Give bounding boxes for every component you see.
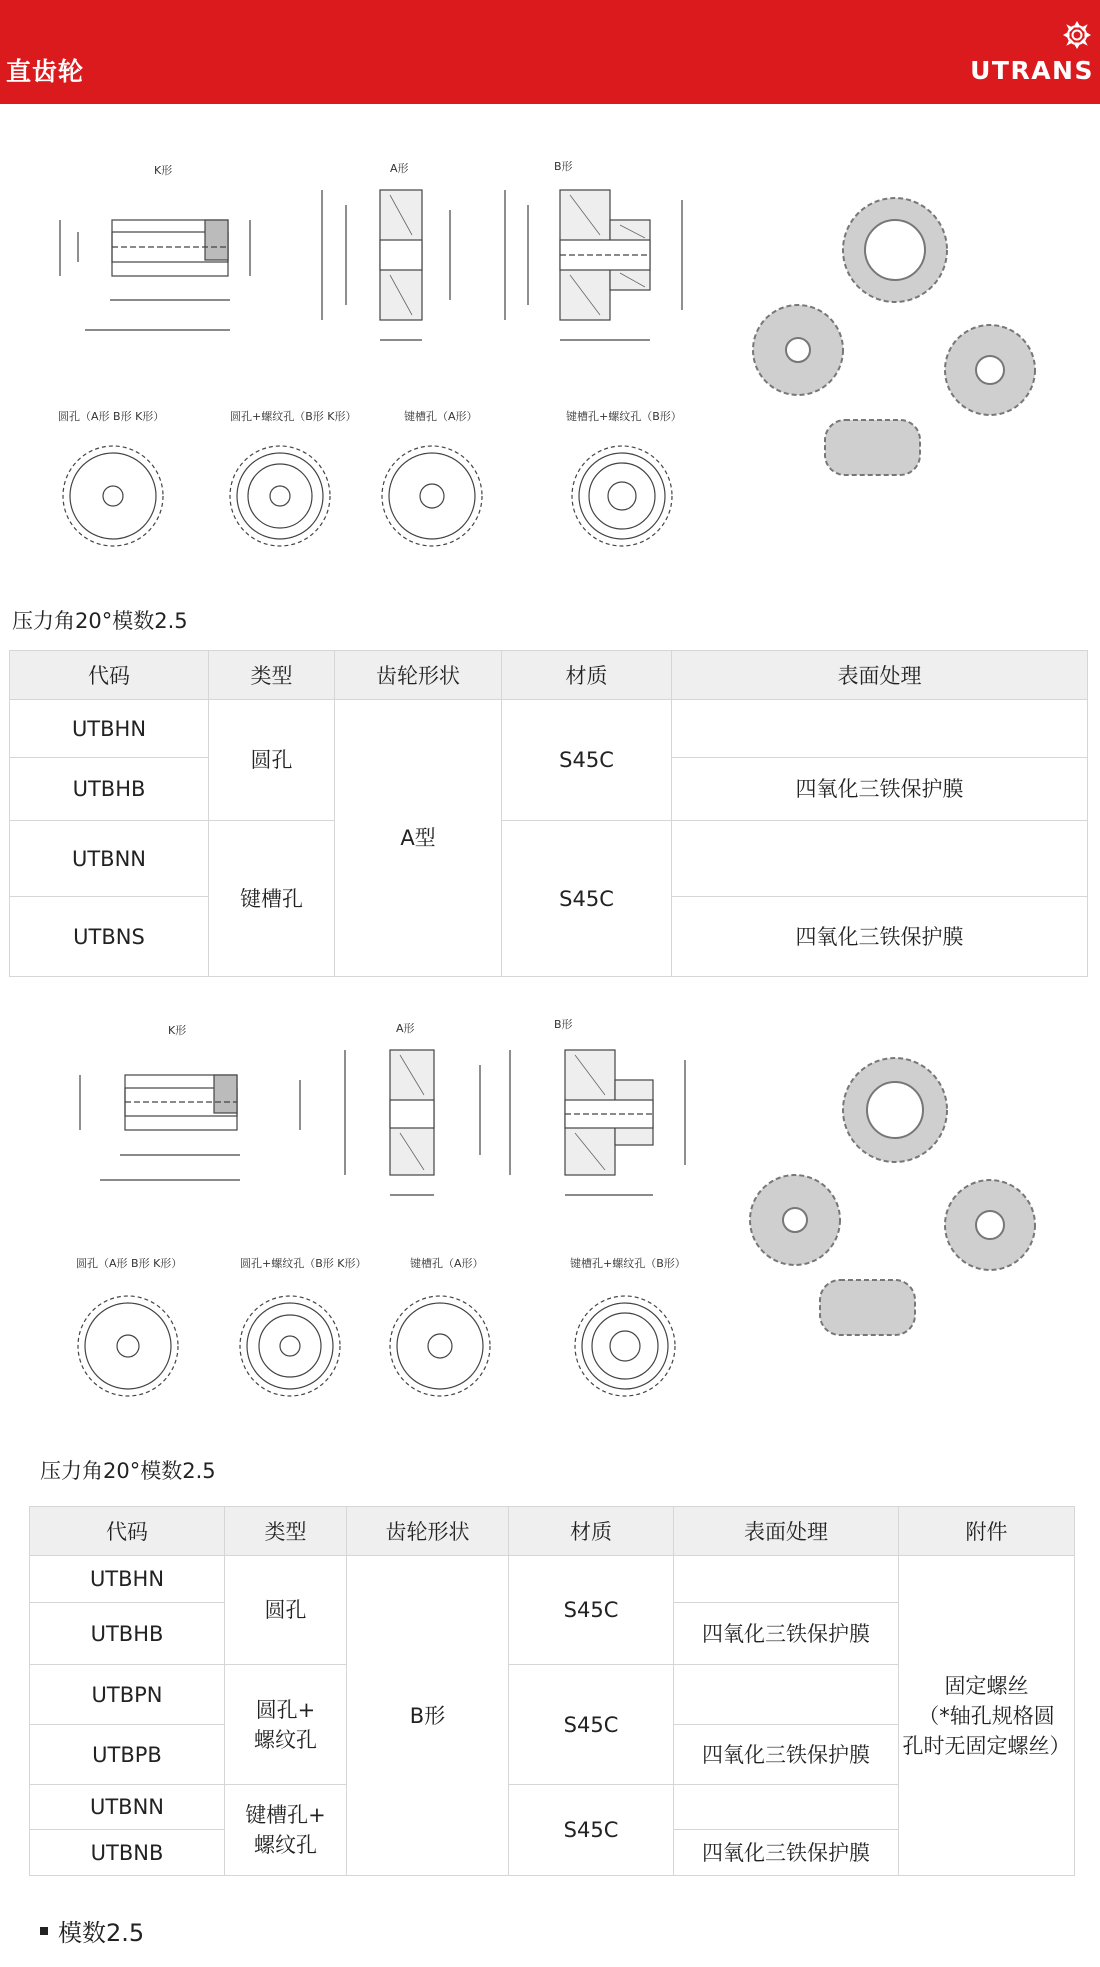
col-header-code: 代码 [30, 1507, 225, 1556]
treatment-cell: 四氧化三铁保护膜 [672, 758, 1088, 821]
view-label-k: K形 [154, 164, 173, 177]
view-label-b-2: B形 [554, 1018, 573, 1031]
bullet-text: 模数2.5 [58, 1919, 145, 1947]
bullet-square-icon [40, 1927, 48, 1935]
treatment-cell [674, 1785, 899, 1830]
type-cell: 键槽孔 [209, 821, 335, 977]
accessory-cell: 固定螺丝 （*轴孔规格圆 孔时无固定螺丝） [899, 1556, 1075, 1876]
table1-caption: 压力角20°模数2.5 [12, 609, 188, 633]
material-cell: S45C [509, 1556, 674, 1665]
table2-caption: 压力角20°模数2.5 [40, 1459, 216, 1483]
bore-type-label-4-2: 键槽孔+螺纹孔（B形） [570, 1257, 686, 1270]
shape-cell: A型 [335, 700, 502, 977]
gear-icon[interactable] [1062, 20, 1092, 50]
bore-type-label-3: 键槽孔（A形） [404, 410, 478, 423]
technical-drawing-side-views [50, 170, 710, 360]
code-cell: UTBHB [30, 1603, 225, 1665]
bore-type-label-2: 圆孔+螺纹孔（B形 K形） [230, 410, 357, 423]
material-cell: S45C [509, 1665, 674, 1785]
spec-table-2 [29, 1506, 1075, 1876]
col-header-treatment: 表面处理 [672, 651, 1088, 700]
view-label-b: B形 [554, 160, 573, 173]
module-bullet [40, 1913, 144, 1948]
treatment-cell [672, 821, 1088, 897]
code-cell: UTBNN [30, 1785, 225, 1830]
col-header-shape: 齿轮形状 [335, 651, 502, 700]
code-cell: UTBHB [10, 758, 209, 821]
treatment-cell: 四氧化三铁保护膜 [674, 1603, 899, 1665]
bore-type-label-1-2: 圆孔（A形 B形 K形） [76, 1257, 183, 1270]
treatment-cell: 四氧化三铁保护膜 [674, 1830, 899, 1876]
type-cell: 圆孔 [209, 700, 335, 821]
table-row [10, 700, 1088, 758]
col-header-material: 材质 [502, 651, 672, 700]
brand-logo: UTRANS [970, 56, 1094, 85]
treatment-cell [674, 1556, 899, 1603]
material-cell: S45C [502, 821, 672, 977]
gear-product-photos-2 [745, 1055, 1045, 1355]
page-header [0, 0, 1100, 104]
technical-drawing-front-views-2 [70, 1280, 710, 1410]
code-cell: UTBPB [30, 1725, 225, 1785]
col-header-shape: 齿轮形状 [347, 1507, 509, 1556]
bore-type-label-3-2: 键槽孔（A形） [410, 1257, 484, 1270]
material-cell: S45C [502, 700, 672, 821]
spec-table-1 [9, 650, 1088, 977]
treatment-cell: 四氧化三铁保护膜 [674, 1725, 899, 1785]
table-row [10, 821, 1088, 897]
code-cell: UTBNS [10, 897, 209, 977]
bore-type-label-4: 键槽孔+螺纹孔（B形） [566, 410, 682, 423]
page-title: 直齿轮 [6, 57, 85, 86]
material-cell: S45C [509, 1785, 674, 1876]
bore-type-label-2-2: 圆孔+螺纹孔（B形 K形） [240, 1257, 367, 1270]
view-label-k-2: K形 [168, 1024, 187, 1037]
treatment-cell [674, 1665, 899, 1725]
gear-product-photos [750, 195, 1050, 495]
view-label-a-2: A形 [396, 1022, 415, 1035]
col-header-material: 材质 [509, 1507, 674, 1556]
table-header-row [10, 651, 1088, 700]
col-header-accessory: 附件 [899, 1507, 1075, 1556]
code-cell: UTBPN [30, 1665, 225, 1725]
col-header-type: 类型 [209, 651, 335, 700]
code-cell: UTBNN [10, 821, 209, 897]
treatment-cell: 四氧化三铁保护膜 [672, 897, 1088, 977]
technical-drawing-front-views [55, 430, 695, 560]
view-label-a: A形 [390, 162, 409, 175]
col-header-code: 代码 [10, 651, 209, 700]
bore-type-label-1: 圆孔（A形 B形 K形） [58, 410, 165, 423]
col-header-type: 类型 [225, 1507, 347, 1556]
technical-drawing-side-views-2 [60, 1030, 710, 1210]
code-cell: UTBHN [30, 1556, 225, 1603]
shape-cell: B形 [347, 1556, 509, 1876]
col-header-treatment: 表面处理 [674, 1507, 899, 1556]
code-cell: UTBHN [10, 700, 209, 758]
type-cell: 圆孔+ 螺纹孔 [225, 1665, 347, 1785]
treatment-cell [672, 700, 1088, 758]
type-cell: 圆孔 [225, 1556, 347, 1665]
code-cell: UTBNB [30, 1830, 225, 1876]
type-cell: 键槽孔+ 螺纹孔 [225, 1785, 347, 1876]
table-row [30, 1556, 1075, 1603]
table-header-row [30, 1507, 1075, 1556]
